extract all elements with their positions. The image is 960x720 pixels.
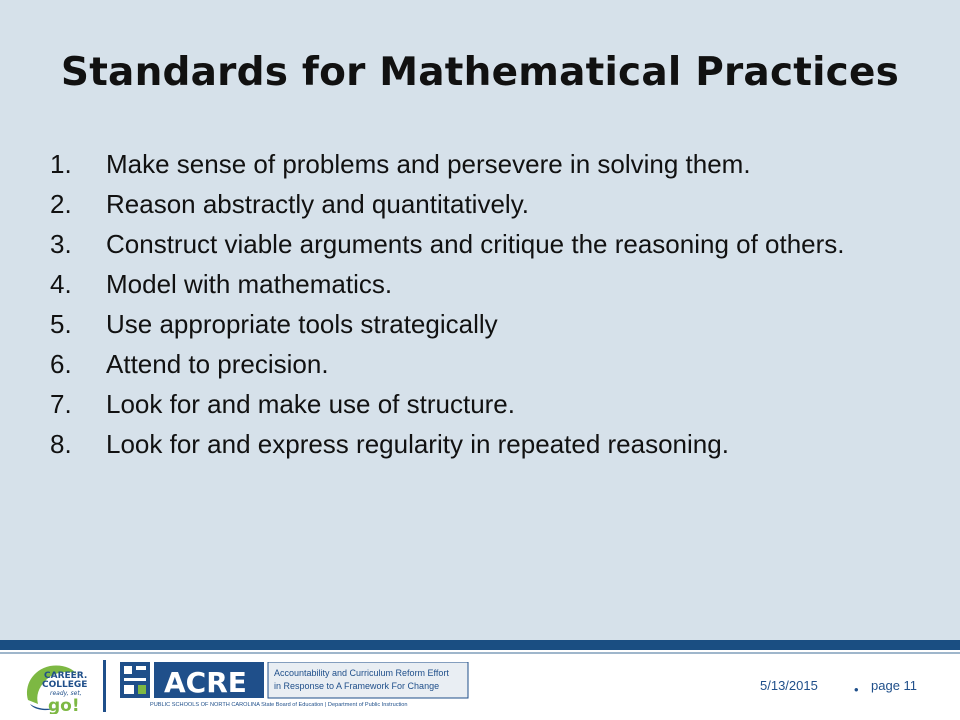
footer-bar [0,640,960,650]
logo-separator [103,660,106,712]
slide-date: 5/13/2015 [760,678,818,693]
item-number: 3. [50,229,72,259]
item-number: 5. [50,309,72,339]
item-number: 7. [50,389,72,419]
footer-separator: • [854,682,859,697]
list-item [50,308,900,341]
svg-text:Accountability and Curriculum: Accountability and Curriculum Reform Effort [274,668,449,678]
svg-text:ACRE: ACRE [164,666,247,699]
acre-logo [120,662,470,708]
item-number: 1. [50,149,72,179]
item-number: 8. [50,429,72,459]
slide-title: Standards for Mathematical Practices [60,50,900,95]
item-text: Look for and express regularity in repeated reasoning. [106,429,729,459]
item-text: Attend to precision. [106,349,329,379]
svg-text:CAREER.: CAREER. [44,671,88,681]
svg-text:COLLEGE: COLLEGE [42,680,88,690]
item-text: Use appropriate tools strategically [106,309,498,339]
item-number: 4. [50,269,72,299]
item-number: 6. [50,349,72,379]
item-text: Reason abstractly and quantitatively. [106,189,529,219]
item-text: Construct viable arguments and critique the reasoning of others. [106,229,845,259]
svg-text:PUBLIC SCHOOLS OF NORTH CAROLI: PUBLIC SCHOOLS OF NORTH CAROLINA State Board of Education | Department of Public Instruction [150,702,408,708]
page-number: page 11 [871,678,918,693]
svg-text:in Response to A Framework For: in Response to A Framework For Change [274,681,440,691]
svg-text:ready, set,: ready, set, [50,690,82,697]
list-item [50,148,900,181]
list-item [50,228,900,261]
practices-list [50,148,900,468]
list-item [50,348,900,381]
list-item [50,188,900,221]
list-item [50,268,900,301]
career-college-go-logo [22,660,100,714]
list-item [50,388,900,421]
item-text: Make sense of problems and persevere in solving them. [106,149,751,179]
svg-text:go!: go! [48,696,80,714]
list-item [50,428,900,461]
item-text: Model with mathematics. [106,269,393,299]
item-number: 2. [50,189,72,219]
item-text: Look for and make use of structure. [106,389,515,419]
